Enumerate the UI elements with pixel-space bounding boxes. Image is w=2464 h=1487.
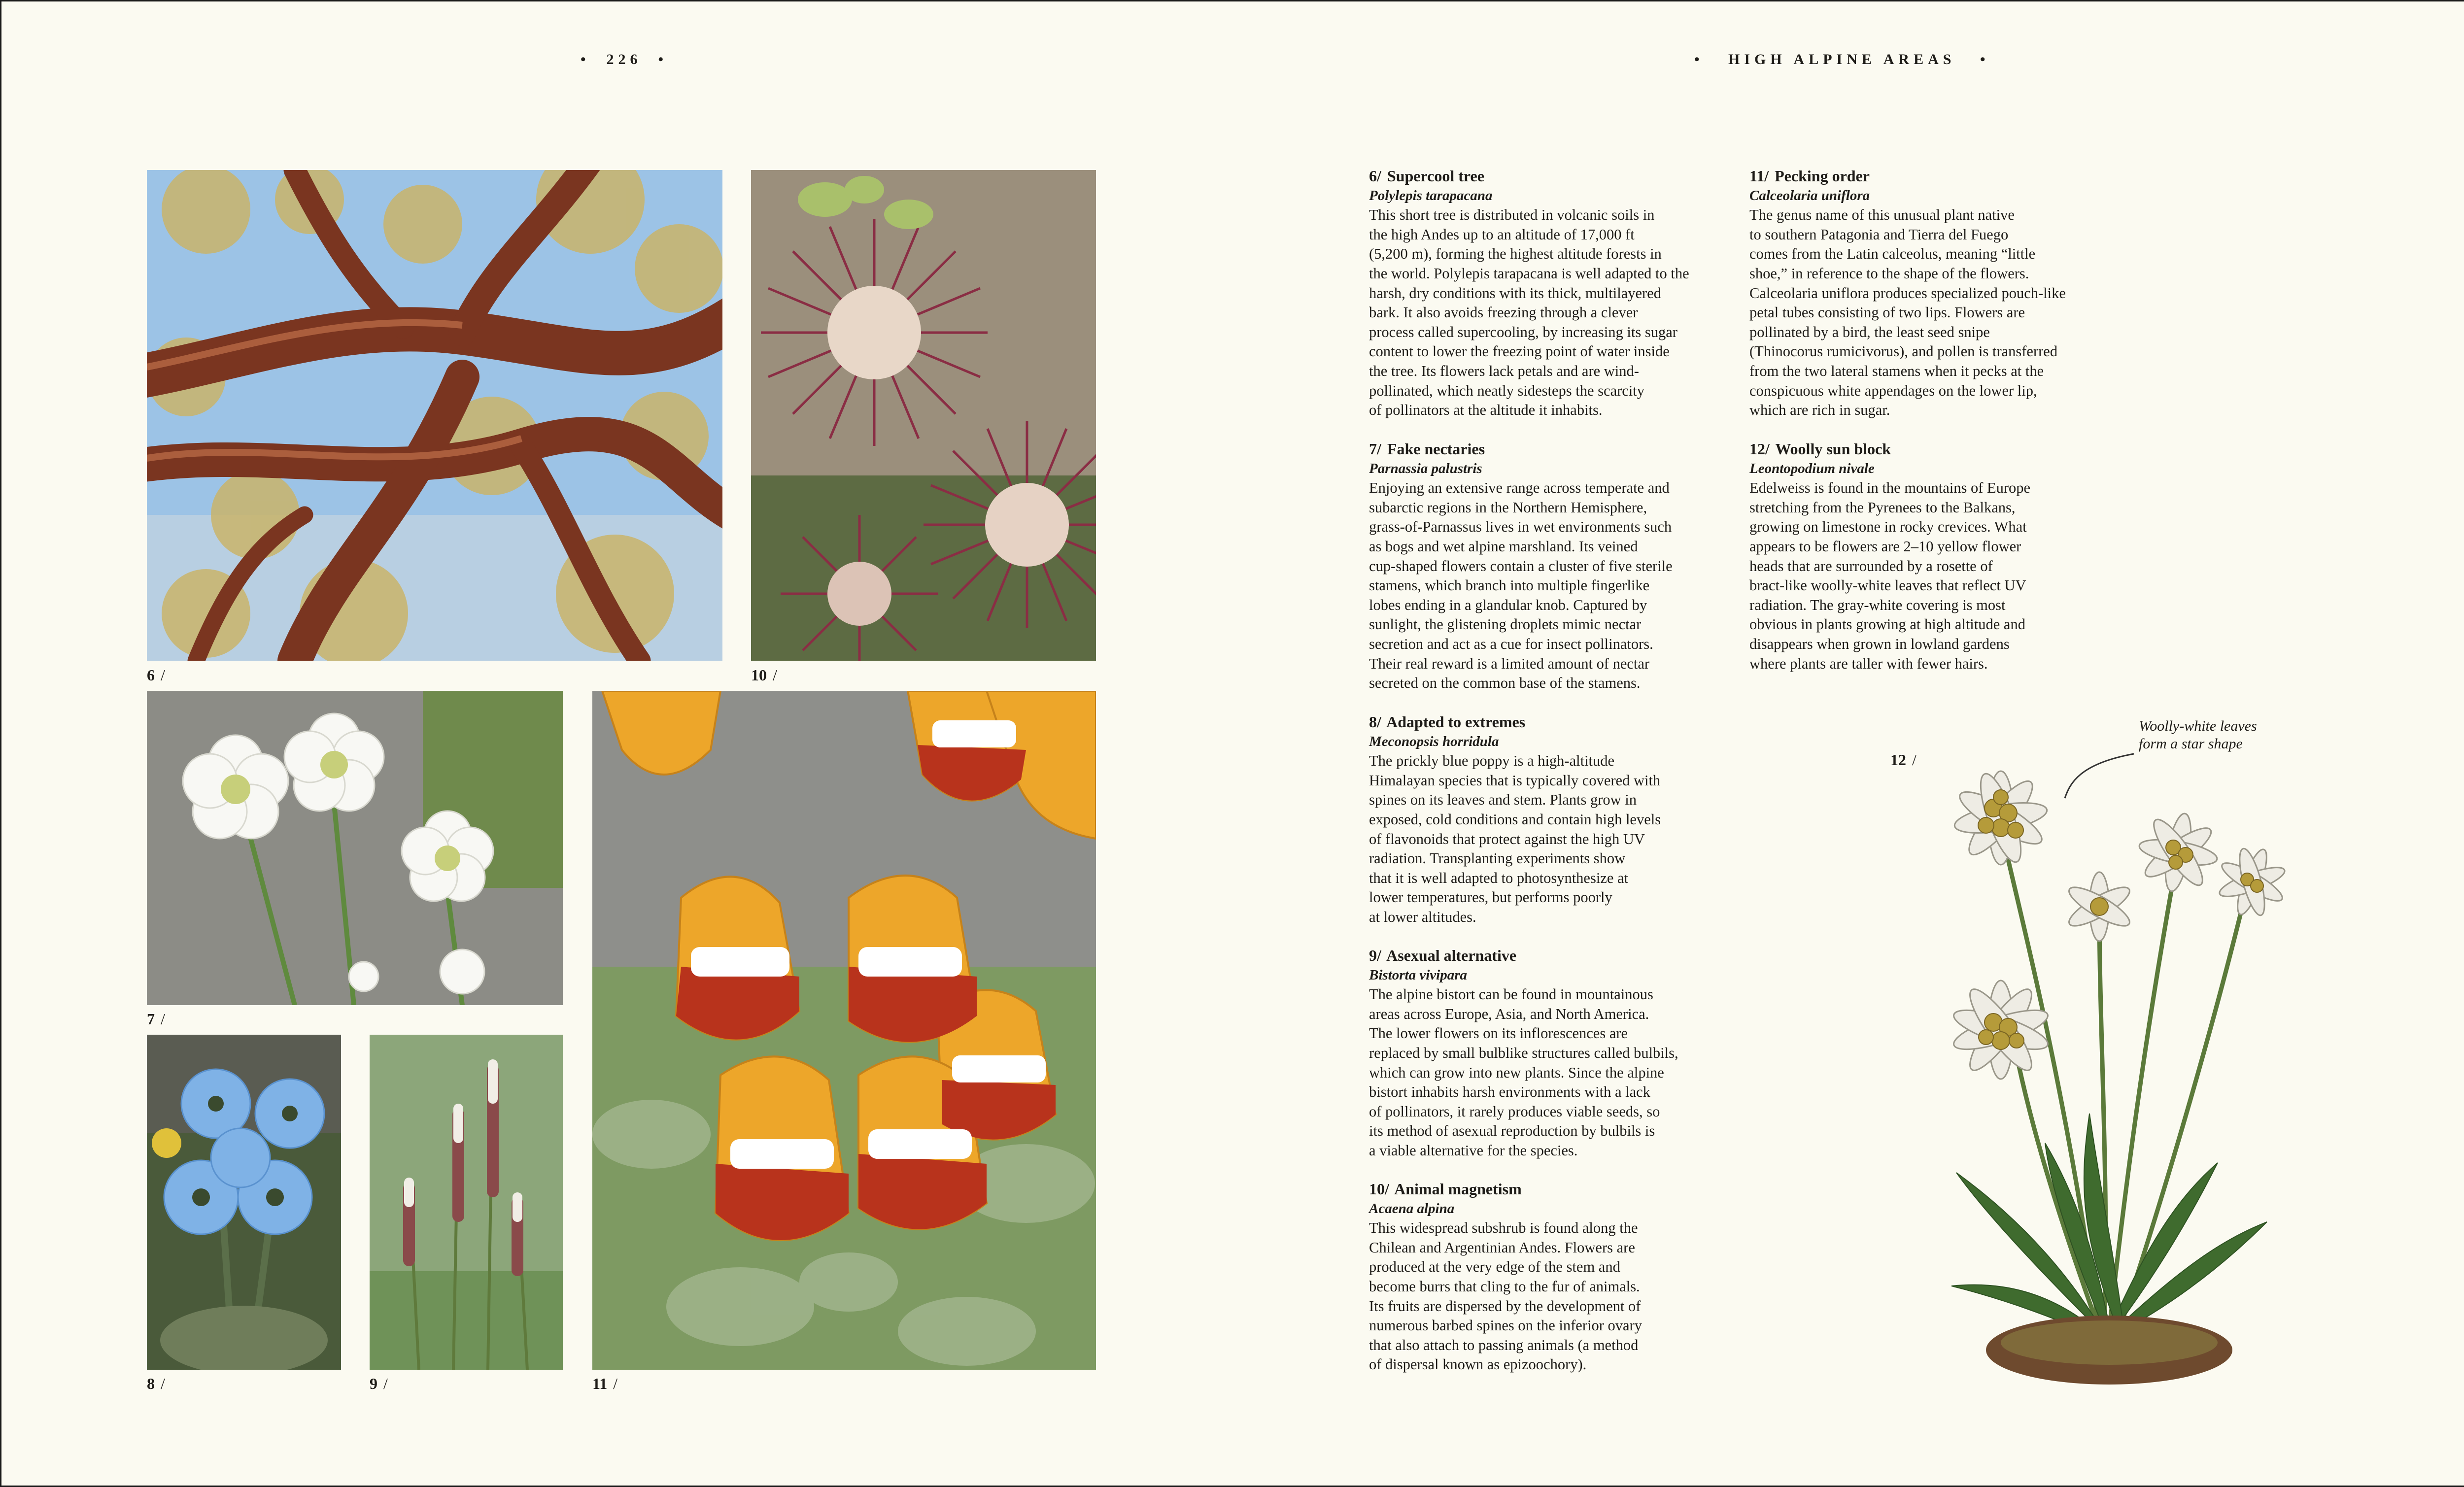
entry-title: 9/ Asexual alternative: [1369, 946, 1517, 964]
edelweiss-illustration: [1902, 739, 2306, 1389]
photo-label-9: 9 /: [370, 1375, 388, 1392]
entry-scientific-name: Meconopsis horridula: [1369, 733, 1499, 749]
entry-title: 7/ Fake nectaries: [1369, 440, 1485, 458]
entry-body: Enjoying an extensive range across temperate and subarctic regions in the Northern Hemisphere, grass-of-Parnassus lives in wet environments such as bogs and wet alpine marshland. Its veined cup-shaped flowers contain a cluster of five sterile stamens, which branch into multiple fingerlike lobes ending in a glandular knob. Captured by sunlight, the glistening droplets mimic nectar secretion and act as a cue for insect pollinators. Their real reward is a limited amount of nectar secreted on the common base of the stamens.: [1369, 479, 1673, 692]
section-header: • HIGH ALPINE AREAS •: [1694, 51, 1990, 68]
photo-fake-nectaries: [147, 691, 563, 1005]
entry-body: This widespread subshrub is found along the Chilean and Argentinian Andes. Flowers are produced at the very edge of the stem and become burrs that cling to the fur of animals. Its fruits are dispersed by the development of numerous barbed spines on the inferior ovary that also attach to passing animals (a method of dispersal known as epizoochory).: [1369, 1219, 1642, 1373]
photo-asexual-alternative: [370, 1035, 563, 1370]
entry-scientific-name: Calceolaria uniflora: [1749, 187, 1870, 203]
entry-asexual-alternative: [1369, 946, 1724, 1161]
entry-animal-magnetism: [1369, 1180, 1724, 1375]
photo-animal-magnetism: [751, 170, 1096, 661]
page-number: 226: [606, 51, 642, 68]
entry-pecking-order: [1749, 167, 2104, 420]
entry-title: 8/ Adapted to extremes: [1369, 713, 1526, 731]
entry-supercool-tree: [1369, 167, 1724, 420]
entry-scientific-name: Polylepis tarapacana: [1369, 187, 1493, 203]
photo-label-10: 10 /: [751, 666, 777, 684]
photo-label-11: 11 /: [592, 1375, 618, 1392]
entry-title: 12/ Woolly sun block: [1749, 440, 1891, 458]
illustration-label-12: 12 /: [1890, 751, 1916, 769]
entry-fake-nectaries: [1369, 439, 1724, 693]
section-title: HIGH ALPINE AREAS: [1728, 51, 1956, 68]
entry-body: This short tree is distributed in volcanic soils in the high Andes up to an altitude of 17,000 ft (5,200 m), forming the highest altitude forests in the world. Polylepis tarapacana is well adapted to the harsh, dry conditions with its thick, multilayered bark. It also avoids freezing through a clever process called supercooling, by increasing its sugar content to lower the freezing point of water inside the tree. Its flowers lack petals and are wind- pollinated, which neatly sidesteps the scarcity of pollinators at the altitude it inhabits.: [1369, 206, 1689, 419]
photo-label-6: 6 /: [147, 666, 165, 684]
entry-body: The prickly blue poppy is a high-altitude Himalayan species that is typically covered with spines on its leaves and stem. Plants grow in exposed, cold conditions and contain high levels of flavonoids that protect against the high UV radiation. Transplanting experiments show that it is well adapted to photosynthesize at lower temperatures, but performs poorly at lower altitudes.: [1369, 752, 1661, 925]
entry-body: Edelweiss is found in the mountains of Europe stretching from the Pyrenees to the Balkans, growing on limestone in rocky crevices. What appears to be flowers are 2–10 yellow flower heads that are surrounded by a rosette of bract-like woolly-white leaves that reflect UV radiation. The gray-white covering is most obvious in plants growing at high altitude and disappears when grown in lowland gardens where plants are taller with fewer hairs.: [1749, 479, 2031, 672]
entry-scientific-name: Parnassia palustris: [1369, 460, 1482, 476]
illustration-callout: Woolly-white leaves form a star shape: [2139, 718, 2257, 752]
entry-title: 10/ Animal magnetism: [1369, 1180, 1522, 1198]
page-number-header: • 226 •: [581, 51, 668, 68]
entry-scientific-name: Acaena alpina: [1369, 1200, 1455, 1217]
entry-body: The genus name of this unusual plant native to southern Patagonia and Tierra del Fuego comes from the Latin calceolus, meaning “little shoe,” in reference to the shape of the flowers. Calceolaria uniflora produces specialized pouch-like petal tubes consisting of two lips. Flowers are pollinated by a bird, the least seed snipe (Thinocorus rumicivorus), and pollen is transferred from the two lateral stamens when it pecks at the conspicuous white appendages on the lower lip, which are rich in sugar.: [1749, 206, 2066, 419]
photo-label-7: 7 /: [147, 1010, 165, 1028]
photo-supercool-tree: [147, 170, 722, 661]
photo-pecking-order: [592, 691, 1096, 1370]
entry-body: The alpine bistort can be found in mountainous areas across Europe, Asia, and North America. The lower flowers on its inflorescences are replaced by small bulblike structures called bulbils, which can grow into new plants. Since the alpine bistort inhabits harsh environments with a lack of pollinators, it rarely produces viable seeds, so its method of asexual reproduction by bulbils is a viable alternative for the species.: [1369, 986, 1678, 1159]
entry-adapted-to-extremes: [1369, 712, 1724, 927]
entry-title: 11/ Pecking order: [1749, 167, 1870, 185]
entry-woolly-sun-block: [1749, 439, 2104, 674]
photo-label-8: 8 /: [147, 1375, 165, 1392]
entry-scientific-name: Leontopodium nivale: [1749, 460, 1875, 476]
entry-title: 6/ Supercool tree: [1369, 167, 1484, 185]
photo-adapted-to-extremes: [147, 1035, 341, 1370]
entry-scientific-name: Bistorta vivipara: [1369, 967, 1467, 983]
